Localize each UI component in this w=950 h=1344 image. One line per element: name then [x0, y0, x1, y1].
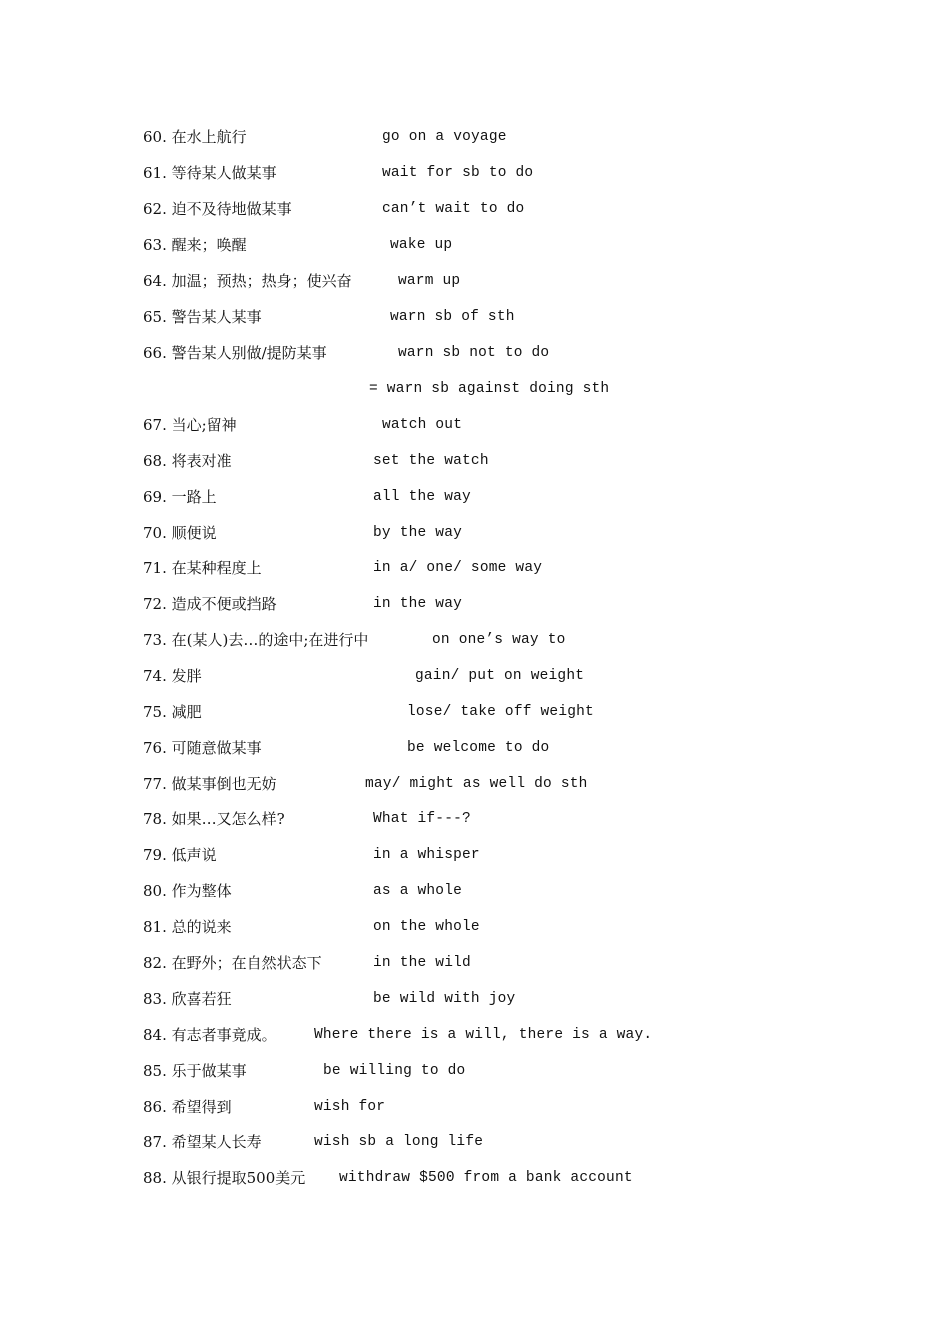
list-item: [0, 845, 950, 869]
chinese-term: 75. 减肥: [143, 703, 202, 721]
english-phrase: be welcome to do: [407, 740, 550, 756]
chinese-term: 85. 乐于做某事: [143, 1062, 247, 1080]
english-phrase: gain/ put on weight: [415, 668, 585, 684]
chinese-term: 86. 希望得到: [143, 1098, 232, 1116]
english-phrase: can’t wait to do: [382, 201, 525, 217]
english-phrase: be wild with joy: [373, 991, 516, 1007]
list-item: [0, 1061, 950, 1085]
chinese-term: 60. 在水上航行: [143, 128, 247, 146]
english-phrase: warn sb of sth: [390, 309, 515, 325]
list-item: [0, 451, 950, 475]
list-item: [0, 379, 950, 403]
english-phrase: be willing to do: [323, 1063, 466, 1079]
list-item: [0, 881, 950, 905]
chinese-term: 63. 醒来；唤醒: [143, 236, 247, 254]
list-item: [0, 917, 950, 941]
list-item: [0, 1097, 950, 1121]
list-item: [0, 1132, 950, 1156]
list-item: [0, 235, 950, 259]
chinese-term: 67. 当心;留神: [143, 416, 237, 434]
list-item: [0, 307, 950, 331]
english-phrase: on one’s way to: [432, 632, 566, 648]
english-phrase: in the way: [373, 596, 463, 612]
chinese-term: 68. 将表对准: [143, 452, 232, 470]
list-item: [0, 989, 950, 1013]
chinese-term: 72. 造成不便或挡路: [143, 595, 277, 613]
list-item: [0, 594, 950, 618]
chinese-term: 64. 加温；预热；热身；使兴奋: [143, 272, 352, 290]
english-phrase: lose/ take off weight: [407, 704, 594, 720]
list-item: [0, 809, 950, 833]
chinese-term: 76. 可随意做某事: [143, 739, 262, 757]
list-item: [0, 1168, 950, 1192]
chinese-term: 66. 警告某人别做/提防某事: [143, 344, 327, 362]
english-phrase: wish for: [314, 1099, 386, 1115]
english-phrase: = warn sb against doing sth: [369, 381, 610, 397]
chinese-term: 80. 作为整体: [143, 882, 232, 900]
english-phrase: warn sb not to do: [398, 345, 550, 361]
list-item: [0, 343, 950, 367]
list-item: [0, 953, 950, 977]
chinese-term: 84. 有志者事竟成。: [143, 1026, 277, 1044]
chinese-term: 73. 在(某人)去…的途中;在进行中: [143, 631, 369, 649]
english-phrase: may/ might as well do sth: [365, 776, 588, 792]
list-item: [0, 415, 950, 439]
chinese-term: 61. 等待某人做某事: [143, 164, 277, 182]
list-item: [0, 1025, 950, 1049]
chinese-term: 88. 从银行提取500美元: [143, 1169, 306, 1187]
english-phrase: What if---?: [373, 811, 471, 827]
english-phrase: Where there is a will, there is a way.: [314, 1027, 653, 1043]
english-phrase: in a whisper: [373, 847, 480, 863]
list-item: [0, 487, 950, 511]
list-item: [0, 127, 950, 151]
list-item: [0, 774, 950, 798]
chinese-term: 74. 发胖: [143, 667, 202, 685]
chinese-term: 69. 一路上: [143, 488, 217, 506]
english-phrase: wake up: [390, 237, 453, 253]
english-phrase: watch out: [382, 417, 463, 433]
list-item: [0, 199, 950, 223]
english-phrase: by the way: [373, 525, 463, 541]
english-phrase: go on a voyage: [382, 129, 507, 145]
chinese-term: 77. 做某事倒也无妨: [143, 775, 277, 793]
chinese-term: 81. 总的说来: [143, 918, 232, 936]
chinese-term: 71. 在某种程度上: [143, 559, 262, 577]
list-item: [0, 271, 950, 295]
chinese-term: 87. 希望某人长寿: [143, 1133, 262, 1151]
chinese-term: 79. 低声说: [143, 846, 217, 864]
list-item: [0, 738, 950, 762]
english-phrase: wait for sb to do: [382, 165, 534, 181]
english-phrase: wish sb a long life: [314, 1134, 484, 1150]
list-item: [0, 523, 950, 547]
chinese-term: 62. 迫不及待地做某事: [143, 200, 292, 218]
chinese-term: 65. 警告某人某事: [143, 308, 262, 326]
english-phrase: set the watch: [373, 453, 489, 469]
list-item: [0, 558, 950, 582]
chinese-term: 78. 如果…又怎么样?: [143, 810, 285, 828]
chinese-term: 83. 欣喜若狂: [143, 990, 232, 1008]
english-phrase: withdraw $500 from a bank account: [339, 1170, 633, 1186]
list-item: [0, 666, 950, 690]
english-phrase: warm up: [398, 273, 461, 289]
chinese-term: 70. 顺便说: [143, 524, 217, 542]
english-phrase: in a/ one/ some way: [373, 560, 543, 576]
list-item: [0, 630, 950, 654]
english-phrase: in the wild: [373, 955, 471, 971]
english-phrase: as a whole: [373, 883, 463, 899]
list-item: [0, 163, 950, 187]
chinese-term: 82. 在野外；在自然状态下: [143, 954, 322, 972]
list-item: [0, 702, 950, 726]
english-phrase: on the whole: [373, 919, 480, 935]
english-phrase: all the way: [373, 489, 471, 505]
